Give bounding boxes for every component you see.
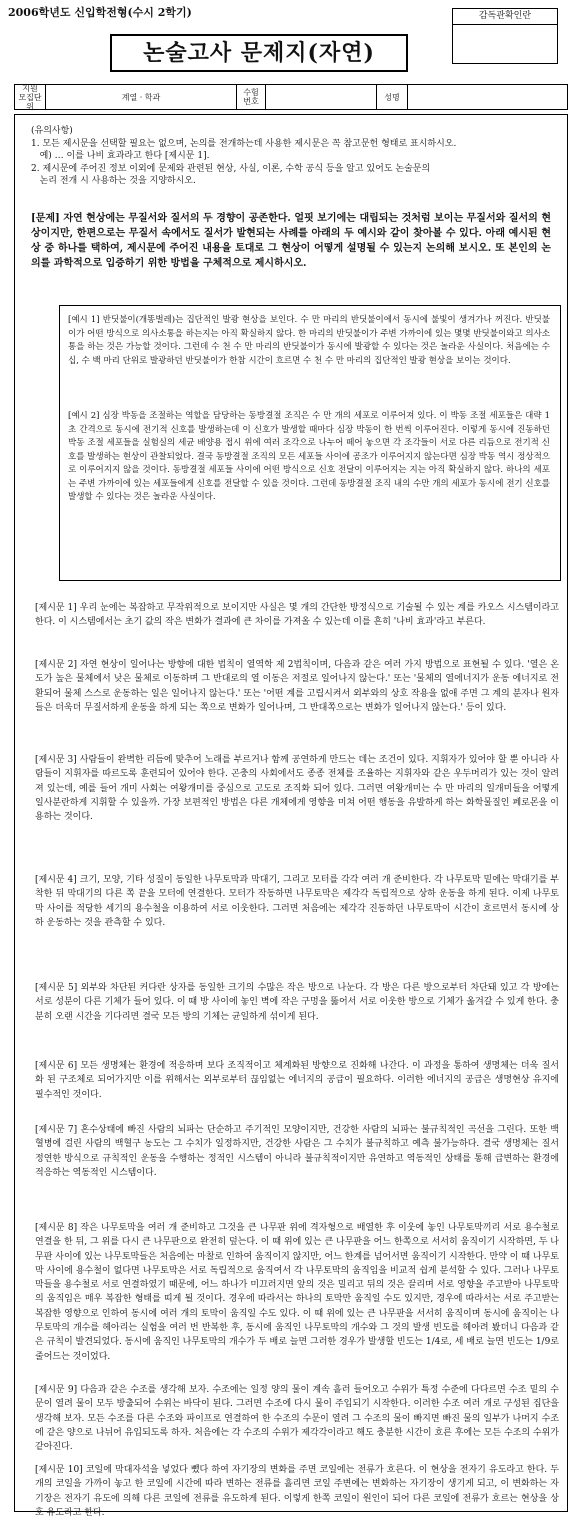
page-title: 논술고사 문제지(자연): [110, 34, 408, 72]
exam-year-label: 2006학년도 신입학전형(수시 2학기): [8, 6, 192, 19]
presentation-6: [제시문 6] 모든 생명체는 환경에 적응하며 보다 조직적이고 체계화된 방향으로 진화해 나간다. 이 과정을 통하여 생명체는 더욱 질서화 된 구조체로 되어가지만 이를 위해서는 외부로부터 끊임없는 에너지의 공급이 필요하다. 이러한 에너지의 공급은 생명현상 유지에 필수적인 것이다.: [35, 1061, 559, 1100]
name-label: 성명: [377, 85, 408, 109]
exam-number-label: 수험 번호: [237, 85, 266, 109]
presentation-1: [제시문 1] 우리 눈에는 복잡하고 무작위적으로 보이지만 사실은 몇 개의 간단한 방정식으로 기술될 수 있는 계를 카오스 시스템이라고 한다. 이 시스템에서는 초기 값의 작은 변화가 결과에 큰 차이를 가져올 수 있는데 이를 흔히 '나비 효과'라고 부른다.: [35, 603, 559, 628]
example-2: [예시 2] 심장 박동을 조절하는 역할을 담당하는 동방결절 조직은 수 만 개의 세포로 이루어져 있다. 이 박동 조절 세포들은 대략 1초 간격으로 동시에 전기적 신호를 발생하는데 이 신호가 발생할 때마다 심장 박동이 한 번씩 이루어진다. 이렇게 동시에 진동하던 박동 조절 세포들을 실험실의 세균 배양용 접시 위에 여러 조각으로 나누어 떼어 놓으면 각 조각들이 서로 다른 리듬으로 전기적 신호를 발생하는 현상이 관찰되었다. 결국 동방결절 조직의 모든 세포들 사이에 공조가 이루어지지 않는다면 심장 박동 역시 정상적으로 이루어지지 않을 것이다. 동방결절 세포들 사이에 어떤 방식으로 신호 전달이 이루어지는 지는 아직 확실하지 않다. 하나의 세포는 주변 가까이에 있는 세포들에게 신호를 전달할 수 있을 것이다. 그런데 동방결절 조직 내의 수만 개의 세포가 동시에 전기 신호를 발생할 수 있다는 것은 놀라운 사실이다.: [68, 411, 550, 502]
name-field[interactable]: [408, 85, 567, 109]
presentation-4: [제시문 4] 크기, 모양, 기타 성질이 동일한 나무토막과 막대기, 그리고 모터를 각각 여러 개 준비한다. 각 나무토막 밑에는 막대기를 부착한 뒤 막대기의 다른 쪽 끝을 모터에 연결한다. 모터가 작동하면 나무토막은 제각각 독립적으로 상하 운동을 하게 된다. 이제 나무토막 사이를 적당한 세기의 용수철을 이용하여 서로 이웃한다. 그러면 처음에는 제각각 진동하던 나무토막이 시간이 흐르면서 동시에 상하 운동하는 것을 관측할 수 있다.: [35, 875, 559, 928]
presentation-8: [제시문 8] 작은 나무토막을 여러 개 준비하고 그것을 큰 나무판 위에 격자형으로 배열한 후 이웃에 놓인 나무토막끼리 서로 용수철로 연결을 한 뒤, 그 위를 다시 큰 나무판으로 완전히 덮는다. 이 때 위에 있는 큰 나무판을 어느 한쪽으로 서서히 움직이기 시작하면, 두 나무판 사이에 있는 나무토막들은 처음에는 마찰로 인하여 움직이지 않지만, 어느 한계를 넘어서면 움직이기 시작한다. 만약 이 때 나무토막 사이에 용수철이 없다면 나무토막은 서로 독립적으로 움직여서 각 나무토막의 움직임을 비교적 쉽게 분석할 수 있다. 그러나 나무토막들을 용수철로 서로 연결하였기 때문에, 어느 하나가 미끄러지면 앞의 것은 밀리고 뒤의 것은 끌리며 서로 영향을 주고받아 나무토막의 움직임은 매우 복잡한 형태를 띠게 될 것이다. 경우에 따라서는 하나의 토막만 움직일 수도 있지만, 경우에 따라서는 서로 주고받는 복잡한 영향으로 인하여 동시에 여러 개의 토막이 움직일 수도 있다. 이 때 위에 있는 큰 나무판을 서서히 움직이며 동시에 움직이는 나무토막의 개수를 헤아리는 실험을 여러 번 반복한 후, 동시에 움직인 나무토막의 개수와 그 것의 발생 빈도를 헤아려 봤더니 다음과 같은 규칙이 발견되었다. 동시에 움직인 나무토막의 개수가 두 배로 늘면 그러한 경우가 발생할 빈도는 1/4로, 세 배로 늘면 빈도는 1/9로 줄어드는 것이었다.: [35, 1223, 559, 1362]
dept-label: 계열 · 학과: [46, 85, 237, 109]
notice-section: [31, 125, 551, 188]
notice-title: (유의사항): [31, 126, 73, 136]
proctor-check-box: [452, 8, 558, 64]
presentation-7: [제시문 7] 혼수상태에 빠진 사람의 뇌파는 단순하고 주기적인 모양이지만, 건강한 사람의 뇌파는 불규칙적인 곡선을 그린다. 또한 백혈병에 걸린 사람의 백혈구 농도는 그 수치가 일정하지만, 건강한 사람은 그 수치가 불규칙하고 예측 불가능하다. 결국 생명체는 질서 정연한 방식으로 규칙적인 운동을 수행하는 정적인 시스템이 아니라 불규칙적이지만 유연하고 역동적인 상태를 통해 급변하는 환경에 적응하는 역동적인 시스템이다.: [35, 1125, 559, 1178]
proctor-check-label: 감독관확인란: [453, 9, 557, 25]
examples-box: [59, 305, 561, 581]
unit-label: 지원 모집단위: [15, 85, 46, 109]
notice-line: 예) … 이를 나비 효과라고 한다 [제시문 1].: [31, 151, 210, 161]
presentation-9: [제시문 9] 다음과 같은 수조를 생각해 보자. 수조에는 일정 양의 물이 계속 흘러 들어오고 수위가 특정 수준에 다다르면 수조 밑의 수문이 열려 물이 모두 방출되어 수위는 바닥이 된다. 그러면 수조에 다시 물이 주입되기 시작한다. 이러한 수조 여러 개로 구성된 집단을 생각해 보자. 모든 수조를 다른 수조와 파이프로 연결하여 한 수조의 수문이 열려 그 수조의 물이 빠지면 빠진 물의 일부가 나머지 수조에 같은 양으로 나뉘어 유입되도록 하자. 처음에는 각 수조의 수위가 제각각이라고 해도 충분한 시간이 흐른 후에는 모든 수조의 수위가 같아진다.: [35, 1385, 559, 1453]
presentation-5: [제시문 5] 외부와 차단된 커다란 상자를 동일한 크기의 수많은 작은 방으로 나눈다. 각 방은 다른 방으로부터 차단돼 있고 각 방에는 서로 성분이 다른 기체가 들어 있다. 이 때 방 사이에 놓인 벽에 작은 구멍을 뚫어서 서로 이웃한 방으로 기체가 옮겨갈 수 있게 한다. 충분히 오랜 시간을 기다리면 결국 모든 방의 기체는 균일하게 섞이게 된다.: [35, 983, 559, 1022]
notice-line: 1. 모든 제시문을 선택할 필요는 없으며, 논의를 전개하는데 사용한 제시문은 꼭 참고문헌 형태로 표시하시오.: [31, 138, 457, 149]
question-body: [14, 114, 568, 1518]
presentation-2: [제시문 2] 자연 현상이 일어나는 방향에 대한 법칙이 열역학 제 2법칙이며, 다음과 같은 여러 가지 방법으로 표현될 수 있다. '열은 온도가 높은 물체에서 낮은 물체로 이동하며 그 반대로의 열 이동은 저절로 일어나지 않는다.' 또는 '물체의 열에너지가 운동 에너지로 전환되어 물체 스스로 운동하는 일은 일어나지 않는다.' 또는 '어떤 계를 고립시켜서 외부와의 상호 작용을 없애 주면 그 계의 분자나 원자들은 더욱더 무질서하게 운동을 하게 되는 쪽으로 변화가 일어나며, 그 반대쪽으로는 변화가 일어나지 않는다.' 등이 있다.: [35, 660, 559, 713]
applicant-info-row: [14, 84, 568, 110]
example-1: [예시 1] 반딧불이(개똥벌레)는 집단적인 발광 현상을 보인다. 수 만 마리의 반딧불이에서 동시에 불빛이 생겨가나 꺼진다. 반딧불이가 어떤 방식으로 의사소통을 하는지는 아직 확실하지 않다. 한 마리의 반딧불이가 주변 가까이에 있는 몇몇 반딧불이와고 의사소통을 하는 것은 가능할 것이다. 그런데 수 천 수 만 마리의 반딧불이가 동시에 발광할 수 있다는 것은 놀라운 사실이다. 처음에는 수 십, 수 백 마리 단위로 발광하던 반딧불이가 한참 시간이 흐르면 수 천 수 만 마리의 집단적인 발광 현상을 보이는 것이다.: [68, 315, 550, 366]
presentation-3: [제시문 3] 사람들이 완벽한 리듬에 맞추어 노래를 부르거나 함께 공연하게 만드는 데는 조건이 있다. 지휘자가 있어야 할 뿐 아니라 사람들이 지휘자를 따르도록 훈련되어 있어야 한다. 곤충의 사회에서도 종종 전체를 조율하는 지휘자와 같은 우두머리가 있는 것이 알려져 있는데, 예를 들어 개미 사회는 여왕개미를 중심으로 고도로 조직화 되어 있다. 그러면 여왕개미는 수 만 마리의 일개미들을 어떻게 일사분란하게 지휘할 수 있을까. 가장 보편적인 방법은 다른 개체에게 영향을 미쳐 어떤 행동을 유발하게 하는 화학물질인 페로몬을 이용하는 것이다.: [35, 755, 559, 823]
notice-line: 논리 전개 시 사용하는 것을 지양하시오.: [31, 176, 196, 186]
presentation-10: [제시문 10] 코일에 막대자석을 넣었다 뺐다 하여 자기장의 변화를 주면 코일에는 전류가 흐른다. 이 현상을 전자기 유도라고 한다. 두 개의 코일을 가까이 놓고 한 코일에 시간에 따라 변하는 전류를 흘리면 코일 주변에는 변화하는 자기장이 생기게 되고, 이 변화하는 자기장은 전자기 유도에 의해 다른 코일에 전류를 유도하게 된다. 이렇게 한쪽 코일이 원인이 되어 다른 코일에 전류가 흐르는 현상을 상호 유도라고 한다.: [35, 1465, 559, 1518]
exam-number-field[interactable]: [266, 85, 377, 109]
problem-statement: [문제] 자연 현상에는 무질서와 질서의 두 경향이 공존한다. 얼핏 보기에는 대립되는 것처럼 보이는 무질서와 질서의 현상이지만, 한편으로는 무질서 속에서도 질서가 발현되는 사례를 아래의 두 예시와 같이 찾아볼 수 있다. 아래 예시된 현상 중 하나를 택하여, 제시문에 주어진 내용을 토대로 그 현상이 어떻게 설명될 수 있는지 논의해 보시오. 또 본인의 논의를 과학적으로 입증하기 위한 방법을 구체적으로 제시하시오.: [31, 213, 551, 269]
notice-line: 2. 제시문에 주어진 정보 이외에 문제와 관련된 현상, 사실, 이론, 수학 공식 등을 알고 있어도 논술문의: [31, 163, 431, 174]
